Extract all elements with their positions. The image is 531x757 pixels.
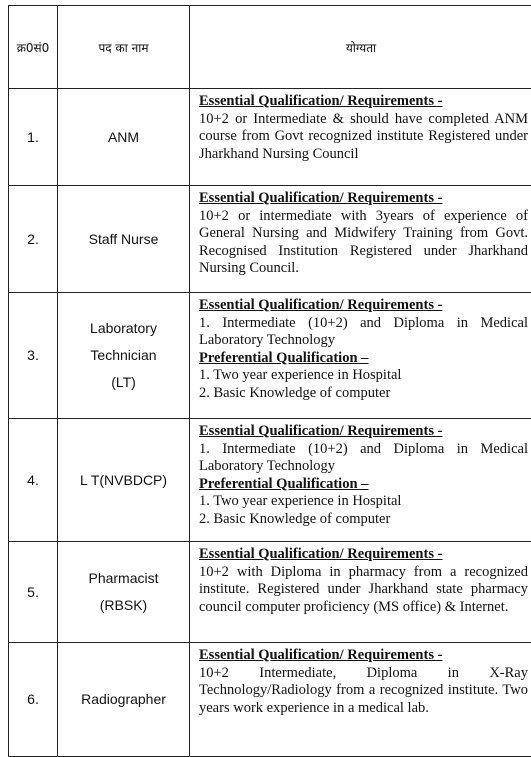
table-row (9, 643, 531, 757)
post-name-cell (58, 89, 190, 185)
serial-number-cell (9, 542, 58, 642)
qualification-text: 2. Basic Knowledge of computer (199, 384, 391, 401)
qualification-text: 1. Two year experience in Hospital (199, 367, 402, 384)
header-qualification-label: योग्यता (345, 40, 377, 55)
qualification-heading: Essential Qualification/ Requirements - (199, 297, 443, 313)
qualification-cell (190, 542, 531, 642)
serial-number: 6. (27, 691, 39, 707)
serial-number: 5. (27, 583, 39, 600)
qualification-cell (190, 186, 531, 292)
serial-number-cell (9, 419, 58, 541)
qualification-cell (190, 643, 531, 756)
post-name-cell (58, 186, 190, 292)
post-name-cell (58, 419, 190, 541)
post-name-line: Staff Nurse (88, 230, 159, 247)
post-name-cell (58, 643, 190, 756)
post-name-line: (RBSK) (99, 597, 148, 613)
serial-number-cell (9, 89, 58, 185)
qualification-heading: Essential Qualification/ Requirements - (199, 647, 443, 663)
header-sno-label: क्र0सं0 (16, 40, 50, 55)
serial-number-cell (9, 186, 58, 292)
table-row (9, 542, 531, 643)
post-name-cell (58, 293, 190, 418)
qualification-text: 10+2 or Intermediate & should have completed ANM course from Govt recognized institute Registered under Jharkhand Nursing Council (199, 110, 528, 162)
table-header-row (9, 6, 531, 89)
post-name-line: (LT) (111, 374, 136, 390)
qualification-text: 1. Two year experience in Hospital (199, 493, 402, 510)
qualification-cell (190, 419, 531, 541)
serial-number-cell (9, 643, 58, 756)
serial-number: 3. (27, 347, 39, 363)
post-name-line: Laboratory (90, 320, 157, 336)
qualification-heading: Essential Qualification/ Requirements - (199, 93, 443, 109)
table-row (9, 293, 531, 419)
post-name-line: L T(NVBDCP) (79, 471, 168, 488)
header-post-label: पद का नाम (98, 40, 149, 55)
qualification-heading: Essential Qualification/ Requirements - (199, 423, 443, 439)
table-row (9, 419, 531, 542)
qualification-text: 10+2 with Diploma in pharmacy from a recognized institute. Registered under Jharkhand state pharmacy council computer proficiency (MS office) & Internet. (199, 563, 528, 615)
post-name-line: Radiographer (81, 691, 166, 707)
post-name-line: ANM (107, 128, 140, 145)
qualification-text: 10+2 or intermediate with 3years of experience of General Nursing and Midwifery Training from Govt. Recognised Institution Registered under Jharkhand Nursing Council. (199, 207, 528, 277)
qualification-text: 1. Intermediate (10+2) and Diploma in Medical Laboratory Technology (199, 440, 528, 475)
serial-number: 4. (27, 471, 39, 488)
serial-number: 2. (27, 230, 39, 247)
qualification-text: 1. Intermediate (10+2) and Diploma in Medical Laboratory Technology (199, 314, 528, 349)
table-row (9, 89, 531, 186)
qualification-heading: Preferential Qualification – (199, 349, 369, 366)
qualification-cell (190, 89, 531, 185)
qualification-heading: Essential Qualification/ Requirements - (199, 546, 443, 562)
header-cell-sno (9, 6, 58, 88)
header-cell-post (58, 6, 190, 88)
qualification-text: 10+2 Intermediate, Diploma in X-Ray Technology/Radiology from a recognized institute. Two years work experience in a medical lab. (199, 664, 528, 716)
qualification-text: 2. Basic Knowledge of computer (199, 510, 391, 527)
serial-number: 1. (27, 128, 39, 145)
qualification-cell (190, 293, 531, 418)
serial-number-cell (9, 293, 58, 418)
post-name-line: Technician (90, 347, 157, 363)
qualification-table (8, 5, 531, 757)
post-name-line: Pharmacist (88, 570, 159, 586)
qualification-heading: Preferential Qualification – (199, 475, 369, 492)
qualification-heading: Essential Qualification/ Requirements - (199, 190, 443, 206)
header-cell-qualification (190, 6, 531, 88)
table-row (9, 186, 531, 293)
post-name-cell (58, 542, 190, 642)
